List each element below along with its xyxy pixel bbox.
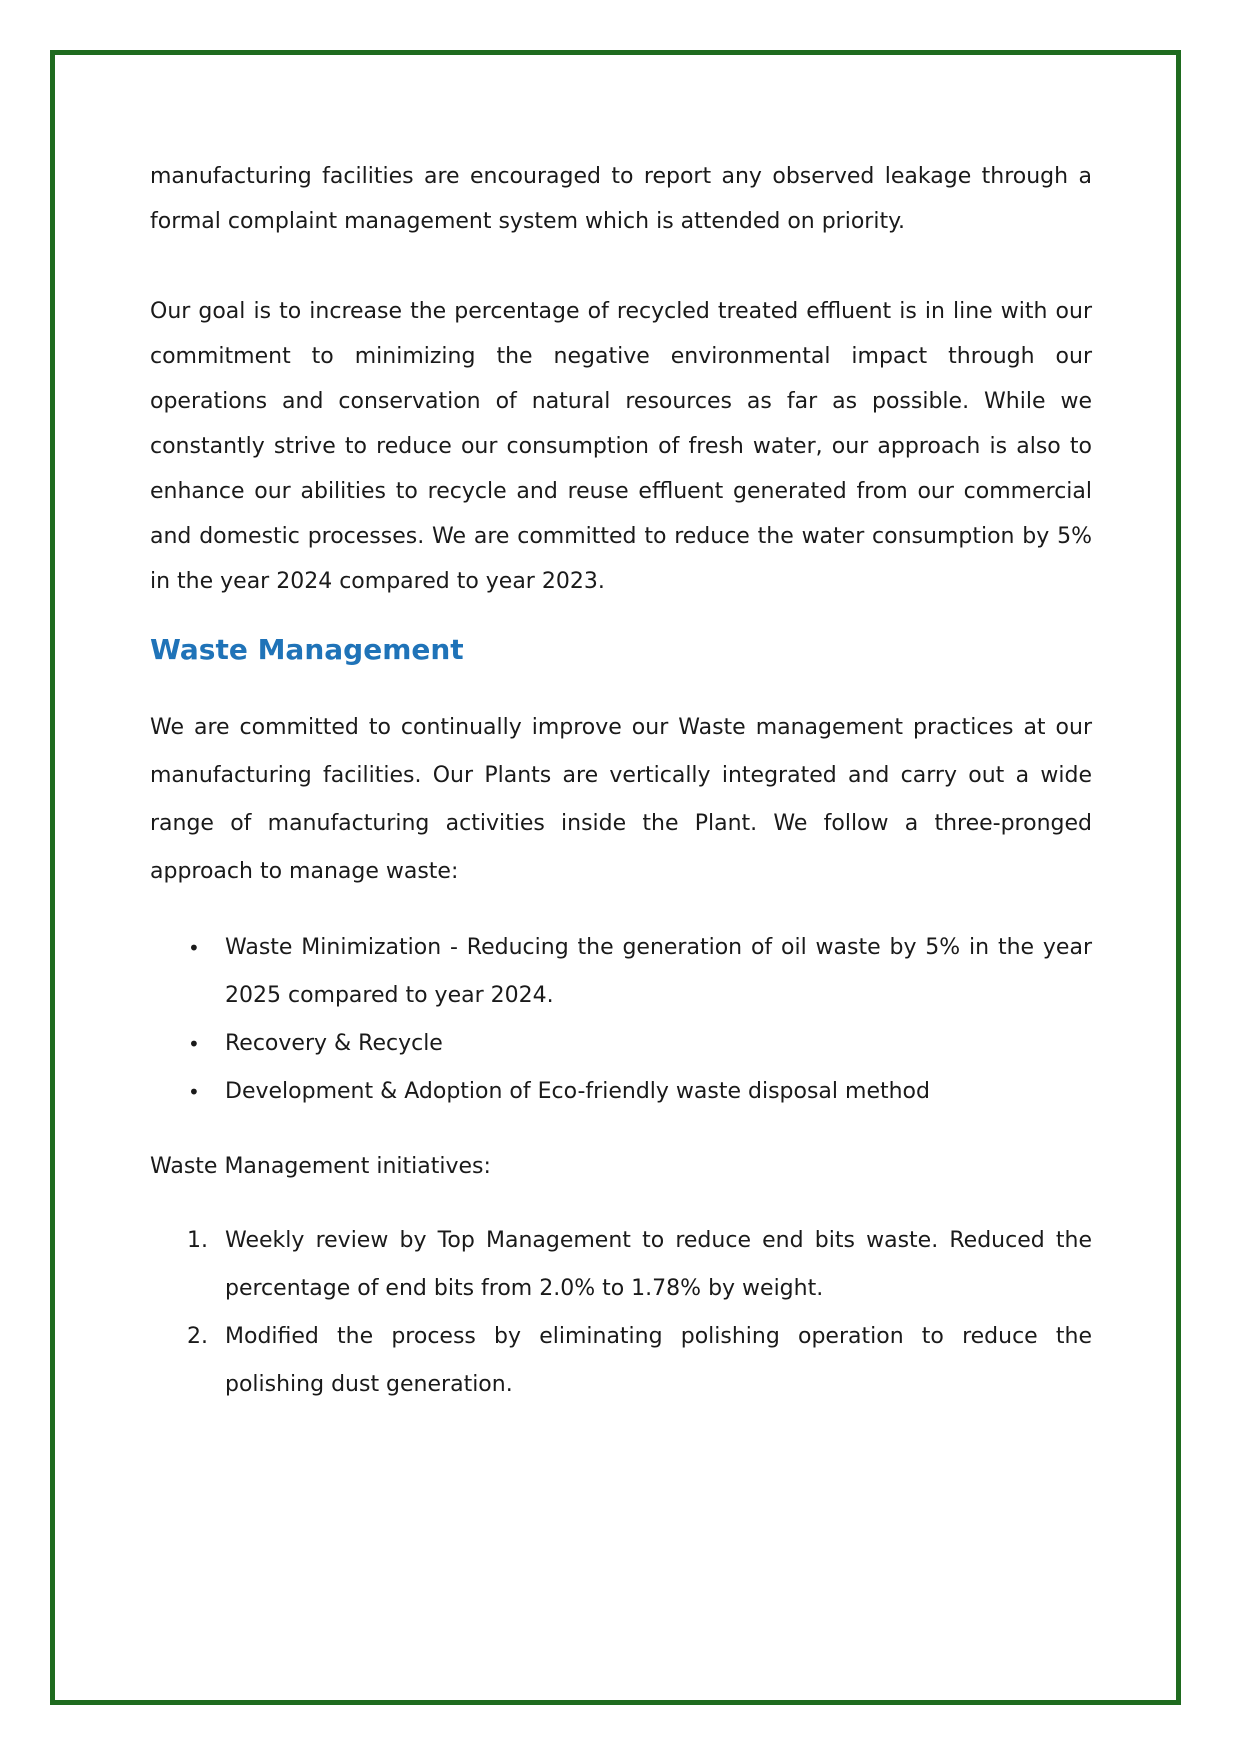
list-item (150, 1217, 1092, 1313)
list-item-text: Weekly review by Top Management to reduce end bits waste. Reduced the percentage of end bits from 2.0% to 1.78% by weight. (225, 1228, 1092, 1301)
list-number: 2. (187, 1324, 208, 1349)
initiatives-list (150, 1217, 1092, 1409)
list-item (150, 1020, 1092, 1068)
bullet-icon: • (188, 936, 200, 960)
paragraph-water-goal: Our goal is to increase the percentage of recycled treated effluent is in line with our commitment to minimizing the negative environmental impact through our operations and conservation of natural resources as far as possible. While we constantly strive to reduce our consumption of fresh water, our approach is also to enhance our abilities to recycle and reuse effluent generated from our commercial and domestic processes. We are committed to reduce the water consumption by 5% in the year 2024 compared to year 2023. (150, 299, 1092, 594)
paragraph-leakage-reporting: manufacturing facilities are encouraged to report any observed leakage through a formal complaint management system which is attended on priority. (150, 164, 1092, 234)
waste-approach-list (150, 924, 1092, 1116)
list-item-text: Waste Minimization - Reducing the generation of oil waste by 5% in the year 2025 compared to year 2024. (225, 935, 1092, 1008)
list-item (150, 1068, 1092, 1116)
list-item-text: Recovery & Recycle (225, 1031, 443, 1056)
list-item (150, 924, 1092, 1020)
list-item-text: Modified the process by eliminating polishing operation to reduce the polishing dust generation. (225, 1324, 1092, 1397)
list-number: 1. (187, 1228, 208, 1253)
bullet-icon: • (188, 1080, 200, 1104)
list-item (150, 1313, 1092, 1409)
list-item-text: Development & Adoption of Eco-friendly waste disposal method (225, 1079, 930, 1104)
initiatives-label: Waste Management initiatives: (150, 1154, 491, 1179)
paragraph-waste-intro: We are committed to continually improve our Waste management practices at our manufacturing facilities. Our Plants are vertically integrated and carry out a wide range of manufacturing activities inside the Plant. We follow a three-pronged approach to manage waste: (150, 715, 1092, 884)
section-heading-waste-management: Waste Management (150, 633, 464, 666)
document-body (150, 154, 1092, 1409)
bullet-icon: • (188, 1032, 200, 1056)
